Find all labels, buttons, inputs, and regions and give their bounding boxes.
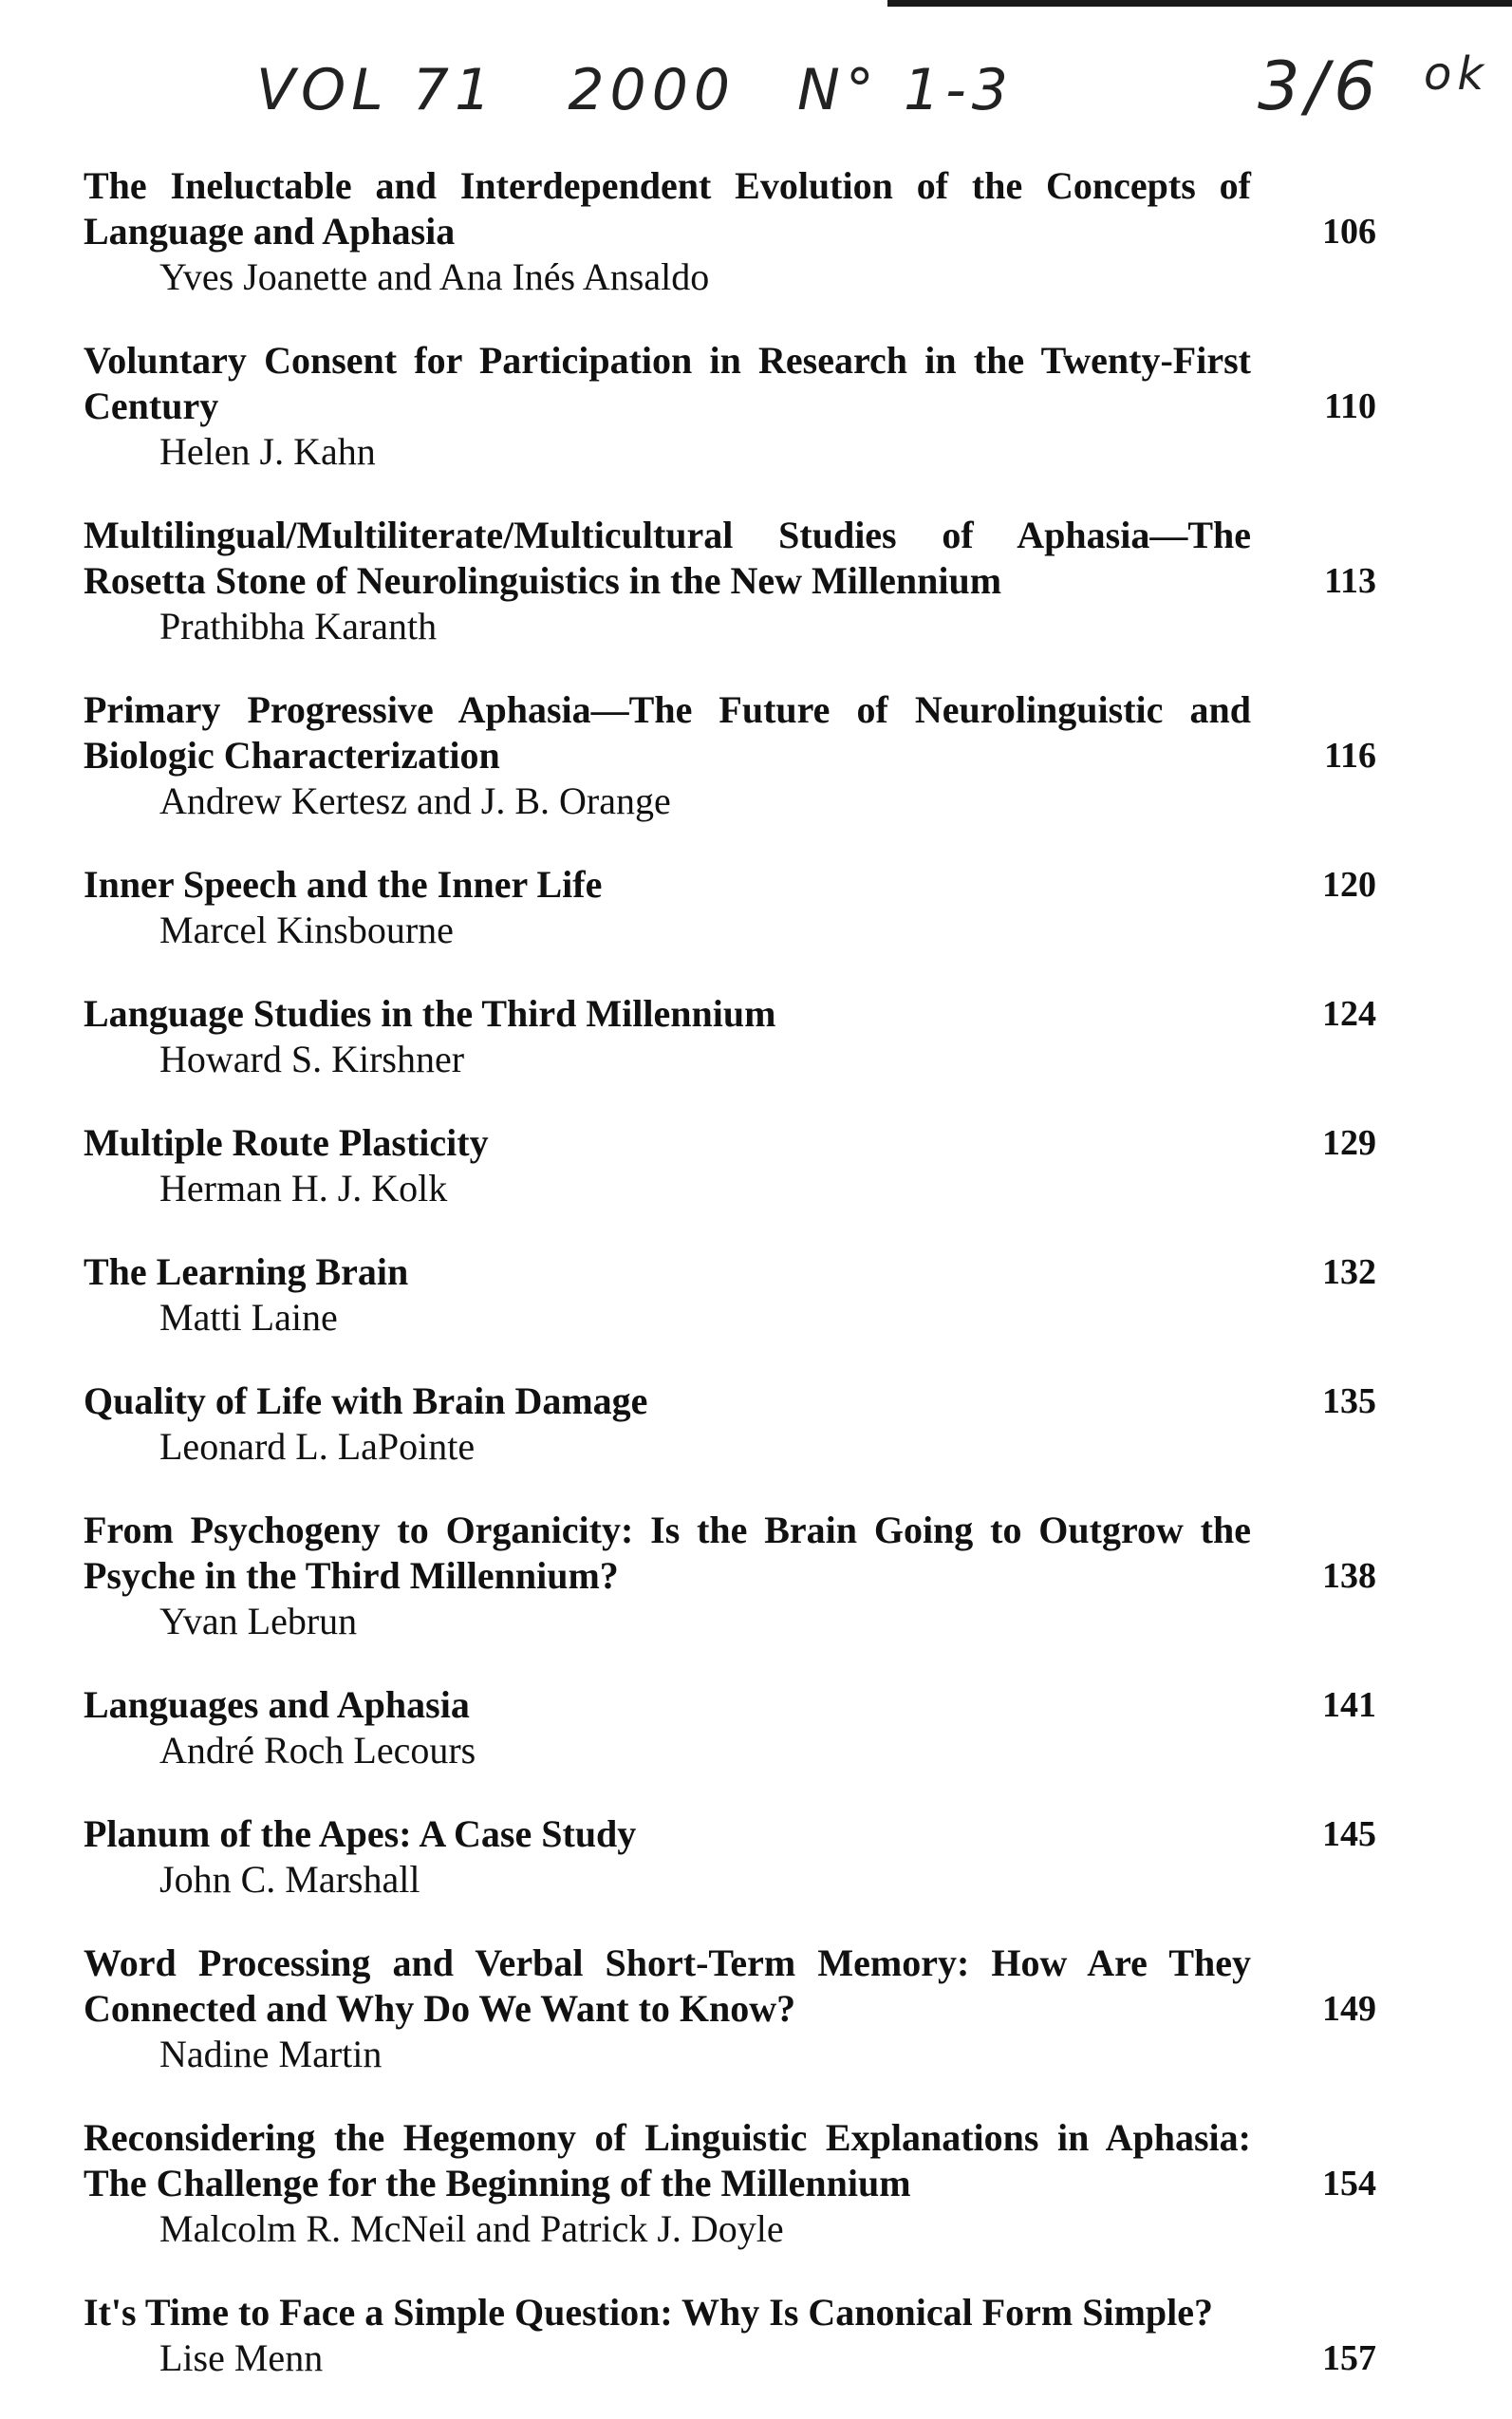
table-of-contents: [84, 163, 1412, 2419]
article-author: Lise Menn: [159, 2336, 324, 2379]
article-title: Multilingual/Multiliterate/Multicultural Studies of Aphasia—The Rosetta Stone of Neurolinguistics in the New Millennium: [84, 514, 1251, 602]
toc-entry[interactable]: [84, 687, 1412, 824]
toc-entry[interactable]: [84, 1249, 1412, 1341]
page-number: 132: [1322, 1252, 1376, 1292]
article-author: Andrew Kertesz and J. B. Orange: [159, 779, 671, 822]
article-author: Howard S. Kirshner: [159, 1038, 465, 1080]
handwritten-issue: N° 1-3: [797, 57, 1014, 123]
article-author: John C. Marshall: [159, 1858, 420, 1901]
article-title: Multiple Route Plasticity: [84, 1121, 489, 1164]
article-title: Languages and Aphasia: [84, 1683, 470, 1726]
article-title: Language Studies in the Third Millennium: [84, 992, 776, 1035]
handwritten-annotation: [0, 28, 1512, 161]
article-title: The Learning Brain: [84, 1250, 409, 1293]
toc-entry[interactable]: [84, 1941, 1412, 2077]
toc-entry[interactable]: [84, 2115, 1412, 2252]
page-number: 110: [1324, 386, 1376, 426]
article-title: From Psychogeny to Organicity: Is the Brain Going to Outgrow the Psyche in the Third Millennium?: [84, 1509, 1251, 1597]
article-title: Word Processing and Verbal Short-Term Memory: How Are They Connected and Why Do We Want to Know?: [84, 1941, 1251, 2030]
page-number: 106: [1322, 212, 1376, 252]
article-author: Leonard L. LaPointe: [159, 1425, 476, 1468]
toc-entry[interactable]: [84, 862, 1412, 953]
page-number: 145: [1322, 1814, 1376, 1854]
article-author: Yvan Lebrun: [159, 1600, 358, 1642]
article-title: Reconsidering the Hegemony of Linguistic Explanations in Aphasia: The Challenge for the Beginning of the Millennium: [84, 2116, 1251, 2204]
page-number: 154: [1322, 2164, 1376, 2203]
page-number: 113: [1324, 561, 1376, 601]
top-rule: [887, 0, 1512, 7]
article-title: It's Time to Face a Simple Question: Why Is Canonical Form Simple?: [84, 2291, 1214, 2334]
article-author: Helen J. Kahn: [159, 430, 376, 473]
toc-entry[interactable]: [84, 513, 1412, 649]
article-author: André Roch Lecours: [159, 1729, 476, 1772]
article-author: Prathibha Karanth: [159, 605, 438, 647]
toc-entry[interactable]: [84, 1508, 1412, 1644]
article-title: The Ineluctable and Interdependent Evolution of the Concepts of Language and Aphasia: [84, 164, 1251, 253]
handwritten-date: 3/6: [1258, 47, 1382, 125]
toc-entry[interactable]: [84, 1811, 1412, 1903]
page-number: 124: [1322, 994, 1376, 1034]
article-author: Yves Joanette and Ana Inés Ansaldo: [159, 255, 710, 298]
article-author: Nadine Martin: [159, 2033, 383, 2075]
article-title: Primary Progressive Aphasia—The Future of Neurolinguistic and Biologic Characterization: [84, 688, 1251, 777]
page-number: 116: [1324, 736, 1376, 776]
toc-entry[interactable]: [84, 991, 1412, 1082]
toc-entry[interactable]: [84, 163, 1412, 300]
page-number: 138: [1322, 1556, 1376, 1596]
article-author: Herman H. J. Kolk: [159, 1167, 448, 1210]
article-title: Voluntary Consent for Participation in Research in the Twenty-First Century: [84, 339, 1251, 427]
page-number: 149: [1322, 1989, 1376, 2029]
toc-entry[interactable]: [84, 1120, 1412, 1211]
page-number: 129: [1322, 1123, 1376, 1163]
article-title: Quality of Life with Brain Damage: [84, 1379, 648, 1422]
article-author: Malcolm R. McNeil and Patrick J. Doyle: [159, 2207, 784, 2250]
toc-entry[interactable]: [84, 1378, 1412, 1470]
page-number: 141: [1322, 1685, 1376, 1725]
article-title: Planum of the Apes: A Case Study: [84, 1812, 637, 1855]
handwritten-volume: VOL 71 2000: [256, 57, 737, 123]
toc-entry[interactable]: [84, 338, 1412, 475]
handwritten-check: ok: [1424, 47, 1490, 101]
article-title: Inner Speech and the Inner Life: [84, 863, 603, 906]
toc-entry[interactable]: [84, 2290, 1412, 2381]
article-author: Matti Laine: [159, 1296, 338, 1339]
article-author: Marcel Kinsbourne: [159, 909, 454, 951]
page-number: 157: [1322, 2338, 1376, 2378]
page-number: 135: [1322, 1381, 1376, 1421]
toc-entry[interactable]: [84, 1682, 1412, 1773]
page-number: 120: [1322, 865, 1376, 905]
